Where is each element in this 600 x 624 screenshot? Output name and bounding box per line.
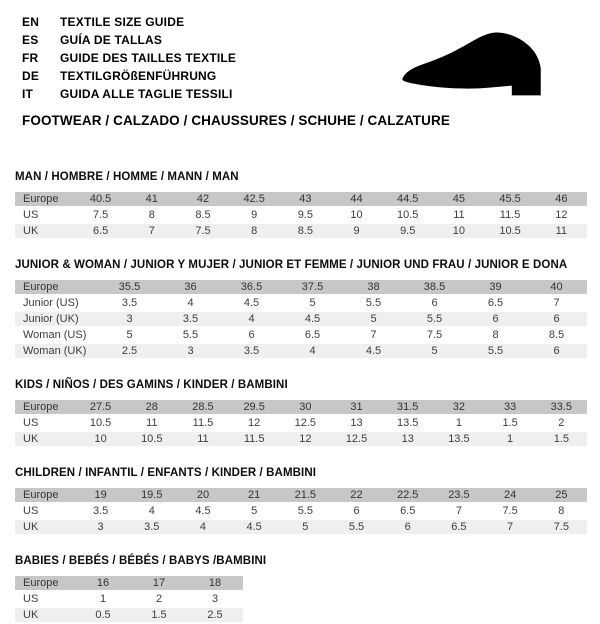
size-cell: 6.5 xyxy=(433,520,484,534)
section-title: MAN / HOMBRE / HOMME / MANN / MAN xyxy=(15,171,239,183)
size-cell: 8 xyxy=(229,224,280,238)
size-cell: 3 xyxy=(75,520,126,534)
size-cell: 11 xyxy=(453,209,465,221)
size-cell: 31 xyxy=(331,400,382,414)
language-code: FR xyxy=(22,51,39,65)
size-cell: 33 xyxy=(485,400,536,414)
table-row xyxy=(15,416,587,430)
size-cell: 3 xyxy=(160,344,221,358)
table-row xyxy=(15,328,587,342)
row-label: Europe xyxy=(15,192,75,206)
size-cell: 35.5 xyxy=(99,280,160,294)
size-cell: 6 xyxy=(526,344,587,358)
size-cell: 8.5 xyxy=(280,224,331,238)
size-cell: 11.5 xyxy=(229,432,280,446)
row-label: Europe xyxy=(15,280,99,294)
size-cell: 22 xyxy=(331,488,382,502)
size-table-section-0 xyxy=(15,171,587,240)
size-cell: 4 xyxy=(221,312,282,326)
row-label: Junior (US) xyxy=(23,297,79,309)
size-cell: 8 xyxy=(492,329,499,341)
table-row xyxy=(15,592,243,606)
language-code: EN xyxy=(22,15,40,29)
size-cell: 43 xyxy=(280,192,331,206)
size-cell: 5 xyxy=(309,297,316,309)
size-cell: 4 xyxy=(148,505,155,517)
size-cell: 7 xyxy=(455,505,462,517)
row-label: US xyxy=(23,209,39,221)
size-cell: 9 xyxy=(331,224,382,238)
size-cell: 13 xyxy=(382,432,433,446)
size-cell: 0.5 xyxy=(75,608,131,622)
size-cell: 8 xyxy=(558,505,565,517)
size-cell: 12 xyxy=(248,417,261,429)
size-cell: 21.5 xyxy=(280,488,331,502)
size-cell: 4 xyxy=(282,344,343,358)
size-cell: 11 xyxy=(536,224,587,238)
language-label: GUIDE DES TAILLES TEXTILE xyxy=(60,51,237,65)
size-cell: 9.5 xyxy=(297,209,313,221)
size-cell: 19.5 xyxy=(126,488,177,502)
size-cell: 6 xyxy=(526,312,587,326)
size-cell: 7 xyxy=(553,297,560,309)
size-cell: 1 xyxy=(485,432,536,446)
size-cell: 20 xyxy=(177,488,228,502)
size-cell: 5 xyxy=(343,312,404,326)
row-label: UK xyxy=(15,608,75,622)
size-cell: 4 xyxy=(177,520,228,534)
size-cell: 6.5 xyxy=(75,224,126,238)
size-cell: 7.5 xyxy=(502,505,518,517)
size-cell: 36 xyxy=(160,280,221,294)
row-label: UK xyxy=(15,432,75,446)
size-cell: 10.5 xyxy=(89,417,112,429)
size-cell: 28 xyxy=(126,400,177,414)
size-cell: 5 xyxy=(404,344,465,358)
size-cell: 2.5 xyxy=(187,608,243,622)
row-label: Woman (US) xyxy=(23,329,87,341)
size-cell: 22.5 xyxy=(382,488,433,502)
size-cell: 3.5 xyxy=(126,520,177,534)
shoe-silhouette-icon xyxy=(393,22,565,104)
size-cell: 4.5 xyxy=(195,505,211,517)
size-cell: 44 xyxy=(331,192,382,206)
size-cell: 7.5 xyxy=(536,520,587,534)
size-cell: 42 xyxy=(177,192,228,206)
size-cell: 25 xyxy=(536,488,587,502)
size-cell: 13.5 xyxy=(397,417,419,429)
size-cell: 42.5 xyxy=(229,192,280,206)
table-row xyxy=(15,344,587,358)
size-cell: 12 xyxy=(555,209,568,221)
size-cell: 5.5 xyxy=(182,329,199,341)
size-cell: 4.5 xyxy=(229,520,280,534)
section-title: JUNIOR & WOMAN / JUNIOR Y MUJER / JUNIOR ET FEMME / JUNIOR UND FRAU / JUNIOR E DONA xyxy=(15,259,568,271)
size-cell: 33.5 xyxy=(536,400,587,414)
language-label: TEXTILE SIZE GUIDE xyxy=(60,15,185,29)
size-cell: 10 xyxy=(75,432,126,446)
size-cell: 13 xyxy=(350,417,363,429)
size-cell: 31.5 xyxy=(382,400,433,414)
table-row xyxy=(15,208,587,222)
size-cell: 9 xyxy=(251,209,258,221)
language-label: TEXTILGRÖßENFÜHRUNG xyxy=(60,69,217,83)
table-header-row xyxy=(15,488,587,502)
size-cell: 7 xyxy=(126,224,177,238)
category-title: FOOTWEAR / CALZADO / CHAUSSURES / SCHUHE / CALZATURE xyxy=(22,113,450,128)
size-cell: 12 xyxy=(280,432,331,446)
size-cell: 16 xyxy=(75,576,131,590)
row-label: Europe xyxy=(15,488,75,502)
size-cell: 6 xyxy=(248,329,255,341)
size-table xyxy=(15,486,587,536)
size-cell: 10.5 xyxy=(485,224,536,238)
size-table xyxy=(15,574,243,624)
size-cell: 30 xyxy=(280,400,331,414)
size-cell: 10.5 xyxy=(397,209,419,221)
size-cell: 1.5 xyxy=(502,417,518,429)
size-cell: 6 xyxy=(353,505,360,517)
section-title: CHILDREN / INFANTIL / ENFANTS / KINDER / BAMBINI xyxy=(15,467,317,479)
size-cell: 11 xyxy=(146,417,158,429)
size-cell: 5 xyxy=(126,329,133,341)
size-cell: 5.5 xyxy=(297,505,313,517)
size-cell: 8.5 xyxy=(548,329,565,341)
size-cell: 17 xyxy=(131,576,187,590)
size-cell: 13.5 xyxy=(433,432,484,446)
size-cell: 40 xyxy=(526,280,587,294)
tables-container xyxy=(15,171,587,624)
size-cell: 41 xyxy=(126,192,177,206)
size-cell: 12.5 xyxy=(294,417,317,429)
size-cell: 10 xyxy=(350,209,363,221)
size-cell: 1.5 xyxy=(131,608,187,622)
size-cell: 11.5 xyxy=(499,209,521,221)
size-cell: 2.5 xyxy=(99,344,160,358)
size-cell: 3 xyxy=(99,312,160,326)
size-cell: 36.5 xyxy=(221,280,282,294)
size-cell: 8.5 xyxy=(195,209,211,221)
section-title: KIDS / NIÑOS / DES GAMINS / KINDER / BAMBINI xyxy=(15,379,288,391)
language-code: IT xyxy=(22,87,34,101)
size-table-section-3 xyxy=(15,467,587,536)
size-cell: 1.5 xyxy=(536,432,587,446)
size-cell: 11 xyxy=(177,432,228,446)
size-cell: 7 xyxy=(485,520,536,534)
size-cell: 9.5 xyxy=(382,224,433,238)
row-label: US xyxy=(23,593,39,605)
size-cell: 3.5 xyxy=(221,344,282,358)
row-label: Junior (UK) xyxy=(15,312,99,326)
size-cell: 2 xyxy=(558,417,565,429)
language-label: GUÍA DE TALLAS xyxy=(60,33,163,47)
size-cell: 40.5 xyxy=(75,192,126,206)
page-header xyxy=(15,8,587,128)
table-row xyxy=(15,296,587,310)
table-row xyxy=(15,608,243,622)
size-cell: 21 xyxy=(229,488,280,502)
size-cell: 6.5 xyxy=(304,329,321,341)
size-cell: 10.5 xyxy=(126,432,177,446)
row-label: Europe xyxy=(15,400,75,414)
table-header-row xyxy=(15,280,587,294)
table-header-row xyxy=(15,400,587,414)
size-cell: 37.5 xyxy=(282,280,343,294)
size-cell: 6 xyxy=(465,312,526,326)
size-cell: 1 xyxy=(455,417,462,429)
row-label: US xyxy=(23,417,39,429)
size-cell: 6 xyxy=(431,297,438,309)
row-label: UK xyxy=(15,224,75,238)
table-row xyxy=(15,312,587,326)
size-cell: 27.5 xyxy=(75,400,126,414)
size-cell: 3 xyxy=(211,593,219,605)
size-cell: 39 xyxy=(465,280,526,294)
size-table-section-1 xyxy=(15,259,587,360)
size-cell: 7.5 xyxy=(92,209,109,221)
size-cell: 44.5 xyxy=(382,192,433,206)
size-cell: 12.5 xyxy=(331,432,382,446)
size-cell: 5.5 xyxy=(365,297,382,309)
size-cell: 32 xyxy=(433,400,484,414)
size-cell: 23.5 xyxy=(433,488,484,502)
size-cell: 3.5 xyxy=(92,505,109,517)
size-cell: 1 xyxy=(99,593,107,605)
table-row xyxy=(15,432,587,446)
row-label: UK xyxy=(15,520,75,534)
section-title: BABIES / BEBÉS / BÉBÉS / BABYS /BAMBINI xyxy=(15,555,267,567)
size-cell: 4.5 xyxy=(243,297,260,309)
table-header-row xyxy=(15,192,587,206)
size-table-section-2 xyxy=(15,379,587,448)
size-cell: 28.5 xyxy=(177,400,228,414)
size-cell: 19 xyxy=(75,488,126,502)
size-cell: 11.5 xyxy=(192,417,214,429)
size-cell: 4.5 xyxy=(282,312,343,326)
size-table-section-4 xyxy=(15,555,587,624)
size-cell: 4 xyxy=(187,297,194,309)
size-cell: 4.5 xyxy=(343,344,404,358)
size-cell: 46 xyxy=(536,192,587,206)
size-cell: 10 xyxy=(433,224,484,238)
size-cell: 5.5 xyxy=(331,520,382,534)
table-row xyxy=(15,224,587,238)
size-cell: 6.5 xyxy=(400,505,416,517)
size-table xyxy=(15,398,587,448)
row-label: US xyxy=(23,505,39,517)
size-cell: 8 xyxy=(148,209,155,221)
size-cell: 45.5 xyxy=(485,192,536,206)
size-cell: 29.5 xyxy=(229,400,280,414)
table-row xyxy=(15,504,587,518)
size-cell: 24 xyxy=(485,488,536,502)
size-cell: 7.5 xyxy=(177,224,228,238)
size-cell: 3.5 xyxy=(121,297,138,309)
size-cell: 5.5 xyxy=(404,312,465,326)
size-cell: 6.5 xyxy=(487,297,504,309)
size-cell: 5.5 xyxy=(465,344,526,358)
size-cell: 7 xyxy=(370,329,377,341)
table-header-row xyxy=(15,576,243,590)
table-row xyxy=(15,520,587,534)
size-cell: 45 xyxy=(433,192,484,206)
size-cell: 5 xyxy=(280,520,331,534)
size-cell: 38 xyxy=(343,280,404,294)
size-table xyxy=(15,190,587,240)
language-code: DE xyxy=(22,69,40,83)
language-label: GUIDA ALLE TAGLIE TESSILI xyxy=(60,87,233,101)
size-cell: 6 xyxy=(382,520,433,534)
size-cell: 3.5 xyxy=(160,312,221,326)
size-table xyxy=(15,278,587,360)
size-cell: 2 xyxy=(155,593,163,605)
size-cell: 18 xyxy=(187,576,243,590)
size-cell: 7.5 xyxy=(426,329,443,341)
size-cell: 5 xyxy=(251,505,258,517)
row-label: Woman (UK) xyxy=(15,344,99,358)
size-cell: 38.5 xyxy=(404,280,465,294)
row-label: Europe xyxy=(15,576,75,590)
language-code: ES xyxy=(22,33,39,47)
